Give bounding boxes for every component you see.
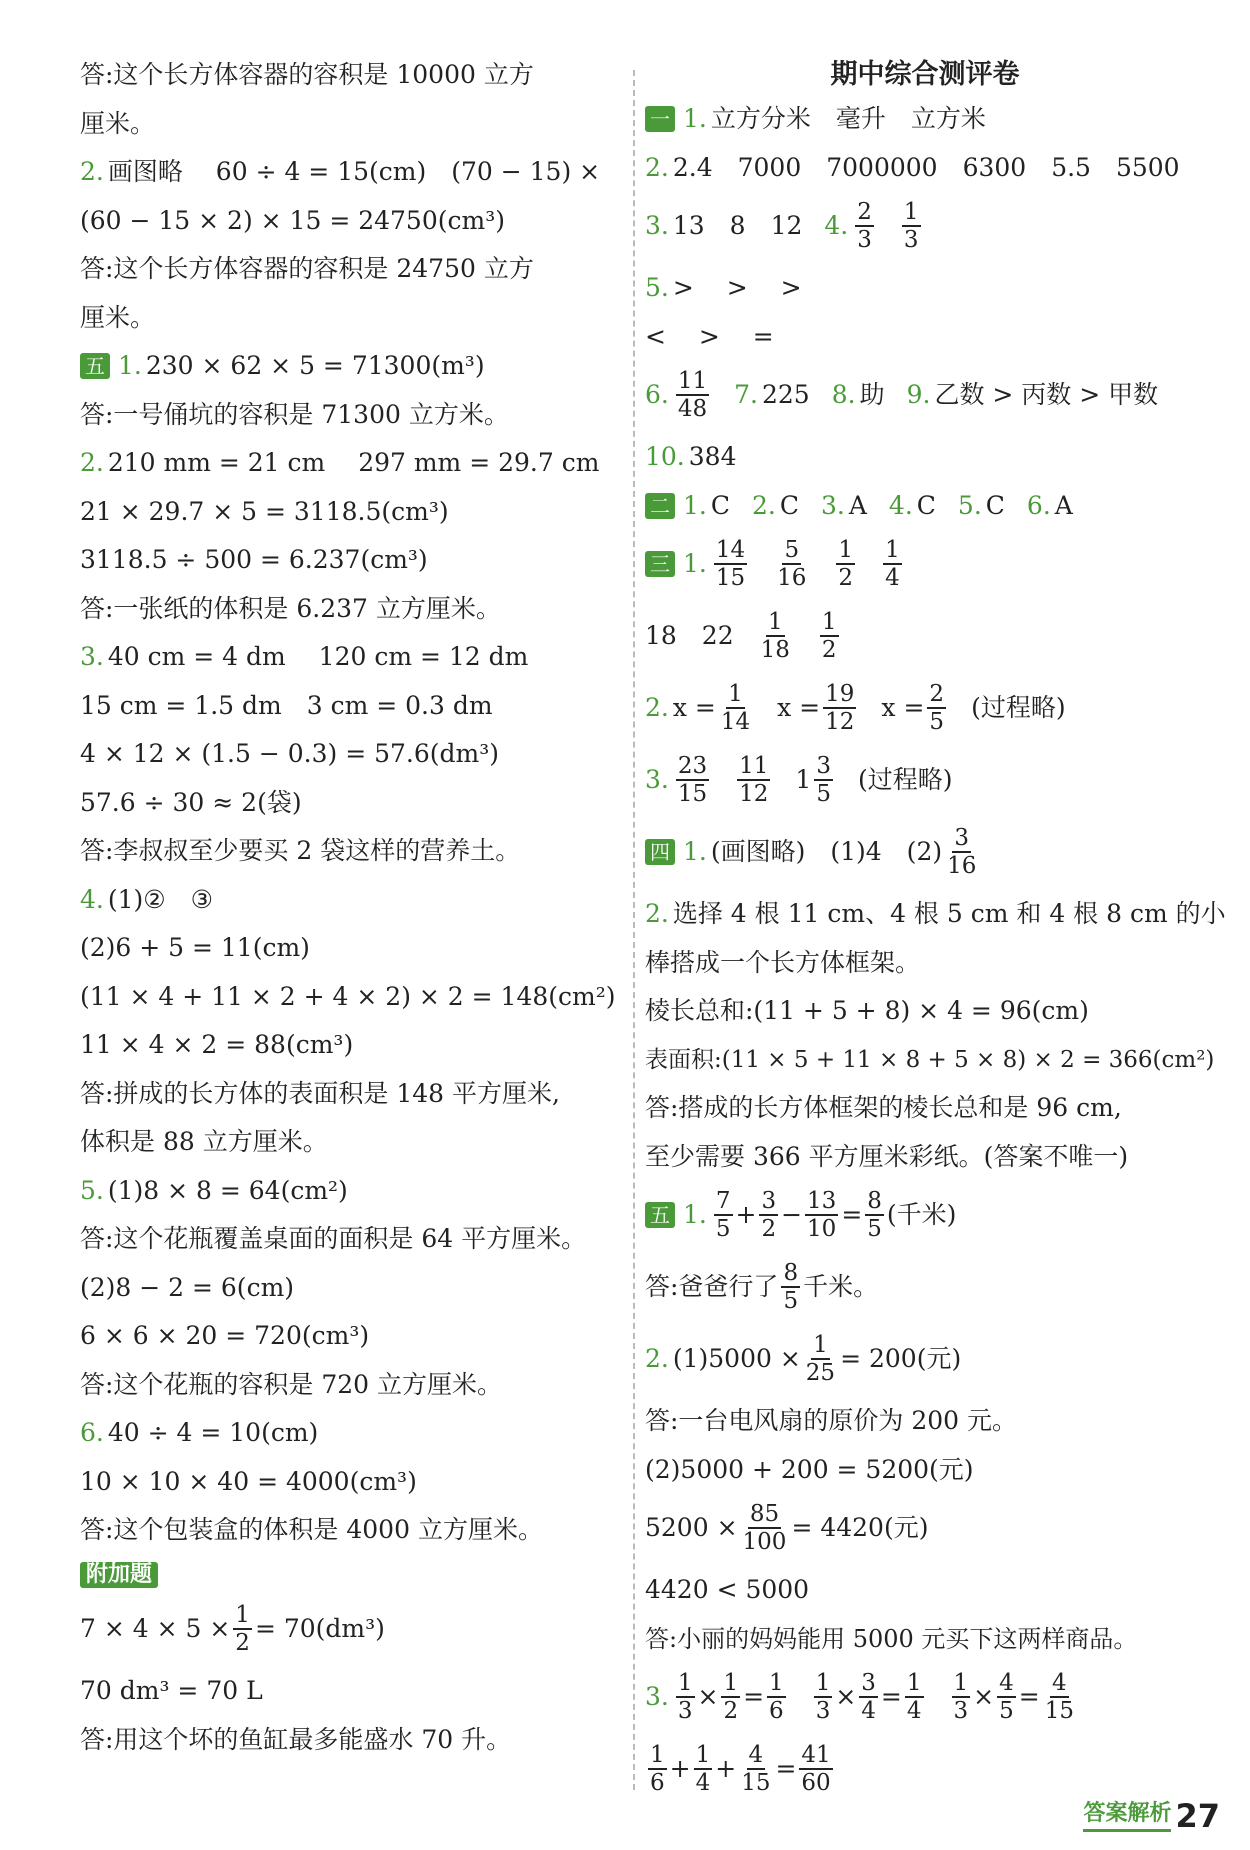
text-line: 3. $\frac{23}{15}$ $\frac{11}{12}$ 1 $\frac{3}{5}$ (过程略): [645, 753, 953, 807]
text-line: 厘米。: [80, 302, 156, 332]
text-line: 11 × 4 × 2 = 88(cm³): [80, 1030, 354, 1059]
text-line: 答:这个包装盒的体积是 4000 立方厘米。: [80, 1515, 543, 1544]
text-line: (2)6 + 5 = 11(cm): [80, 933, 310, 962]
text-line: 2. 2.4 7000 7000000 6300 5.5 5500: [645, 152, 1180, 182]
text-line: (11 × 4 + 11 × 2 + 4 × 2) × 2 = 148(cm²): [80, 981, 616, 1011]
left-column: [80, 58, 620, 1771]
fraction: $\frac{1}{3}$: [815, 1670, 831, 1724]
text-line: 答:这个花瓶覆盖桌面的面积是 64 平方厘米。: [80, 1224, 587, 1253]
text-line: 70 dm³ = 70 L: [80, 1676, 263, 1705]
fraction: $\frac{13}{10}$: [807, 1188, 837, 1242]
text-line: 答:这个花瓶的容积是 720 立方厘米。: [80, 1369, 503, 1399]
text-line: 三 1. $\frac{14}{15}$ $\frac{5}{16}$ $\frac{1}{2}$ $\frac{1}{4}$: [645, 537, 1205, 591]
section-badge: 二: [645, 493, 675, 519]
fraction: $\frac{23}{15}$: [677, 753, 708, 807]
text-line: (60 − 15 × 2) × 15 = 24750(cm³): [80, 205, 505, 235]
text-line: 57.6 ÷ 30 ≈ 2(袋): [80, 787, 302, 817]
section-badge: 三: [645, 551, 675, 577]
fraction: $\frac{7}{5}$: [715, 1188, 731, 1242]
text-line: 答:搭成的长方体框架的棱长总和是 96 cm,: [645, 1093, 1122, 1122]
text-line: 15 cm = 1.5 dm 3 cm = 0.3 dm: [80, 690, 493, 720]
fraction: $\frac{1}{3}$: [903, 199, 919, 253]
fraction: $\frac{3}{5}$: [816, 753, 831, 807]
fraction: $\frac{1}{4}$: [885, 537, 900, 591]
fraction: $\frac{19}{12}$: [825, 681, 855, 735]
section-badge: 四: [645, 839, 675, 865]
fraction: $\frac{2}{5}$: [929, 681, 945, 735]
text-line: 答:这个长方体容器的容积是 10000 立方: [80, 60, 534, 89]
fraction: $\frac{1}{14}$: [720, 681, 751, 735]
footer-label: 答案解析: [1083, 1796, 1171, 1832]
text-line: 答:一张纸的体积是 6.237 立方厘米。: [80, 593, 501, 623]
text-line: 答:小丽的妈妈能用 5000 元买下这两样商品。: [645, 1624, 1138, 1653]
text-line: 3. 40 cm = 4 dm 120 cm = 12 dm: [80, 642, 529, 671]
text-line: 2. x = $\frac{1}{14}$ x = $\frac{19}{12}$ x = $\frac{2}{5}$ (过程略): [645, 681, 1066, 735]
text-line: 10. 384: [645, 442, 737, 471]
text-line: < > =: [645, 321, 774, 351]
text-line: 3. $\frac{1}{3}$ × $\frac{1}{2}$ = $\frac{1}{6}$ $\frac{1}{3}$ × $\frac{3}{4}$ = $\frac{1}{4}$ $\frac{1}{3}$ × $\frac{4}{5}$ = $\frac{4}{15}$: [645, 1670, 1074, 1724]
page-footer: [1083, 1796, 1220, 1835]
fraction: $\frac{1}{4}$: [906, 1670, 922, 1724]
text-line: 6 × 6 × 20 = 720(cm³): [80, 1321, 370, 1350]
fraction: $\frac{85}{100}$: [742, 1501, 787, 1555]
text-line: 五 1. $\frac{7}{5}$ + $\frac{3}{2}$ − $\frac{13}{10}$ = $\frac{8}{5}$ (千米): [645, 1188, 1205, 1242]
text-line: 棱长总和:(11 + 5 + 8) × 4 = 96(cm): [645, 996, 1089, 1025]
fraction: $\frac{1}{3}$: [953, 1670, 969, 1724]
text-line: $\frac{1}{6}$ + $\frac{1}{4}$ + $\frac{4}{15}$ = $\frac{41}{60}$: [650, 1742, 831, 1796]
text-line: 2. 选择 4 根 11 cm、4 根 5 cm 和 4 根 8 cm 的小: [645, 899, 1226, 928]
page-title: 期中综合测评卷: [830, 59, 1020, 90]
fraction: $\frac{1}{6}$: [769, 1670, 784, 1724]
text-line: 厘米。: [80, 108, 156, 138]
text-line: 棒搭成一个长方体框架。: [645, 947, 921, 977]
fraction: $\frac{3}{2}$: [761, 1188, 777, 1242]
fraction: $\frac{3}{4}$: [861, 1670, 876, 1724]
section-badge: 五: [80, 353, 110, 379]
fraction: $\frac{1}{25}$: [805, 1332, 836, 1386]
text-line: 3. 13 8 12 4. $\frac{2}{3}$ $\frac{1}{3}$: [645, 199, 919, 253]
section-badge: 一: [645, 106, 675, 132]
fraction: $\frac{8}{5}$: [783, 1260, 799, 1314]
text-line: 答:用这个坏的鱼缸最多能盛水 70 升。: [80, 1724, 512, 1754]
fraction: $\frac{4}{15}$: [1044, 1670, 1074, 1724]
fraction: $\frac{8}{5}$: [867, 1188, 882, 1242]
fraction: $\frac{4}{15}$: [741, 1742, 771, 1796]
fraction: $\frac{14}{15}$: [715, 537, 746, 591]
fraction: $\frac{3}{16}$: [947, 825, 977, 879]
fraction: $\frac{41}{60}$: [801, 1742, 831, 1796]
text-line: 21 × 29.7 × 5 = 3118.5(cm³): [80, 496, 449, 526]
text-line: 4. (1)② ③: [80, 884, 214, 914]
fraction: $\frac{1}{4}$: [695, 1742, 711, 1796]
fraction: $\frac{11}{48}$: [677, 368, 708, 422]
fraction: $\frac{4}{5}$: [999, 1670, 1014, 1724]
text-line: 5200 × $\frac{85}{100}$ = 4420(元): [645, 1501, 929, 1555]
text-line: [80, 1562, 620, 1588]
fraction: $\frac{5}{16}$: [777, 537, 807, 591]
text-line: 18 22 $\frac{1}{18}$ $\frac{1}{2}$: [645, 609, 837, 663]
text-line: 2. 画图略 60 ÷ 4 = 15(cm) (70 − 15) ×: [80, 157, 601, 186]
fraction: $\frac{1}{2}$: [723, 1670, 739, 1724]
column-divider: [633, 70, 635, 1790]
text-line: 4420 < 5000: [645, 1575, 810, 1604]
extra-badge: 附加题: [80, 1562, 158, 1588]
text-line: 体积是 88 立方厘米。: [80, 1127, 328, 1156]
text-line: 7 × 4 × 5 × $\frac{1}{2}$ = 70(dm³): [80, 1602, 385, 1656]
text-line: 6. $\frac{11}{48}$ 7. 225 8. 助 9. 乙数 > 丙数 > 甲数: [645, 368, 1159, 422]
text-line: 答:李叔叔至少要买 2 袋这样的营养土。: [80, 836, 521, 865]
text-line: 表面积:(11 × 5 + 11 × 8 + 5 × 8) × 2 = 366(cm²): [645, 1046, 1215, 1073]
fraction: $\frac{2}{3}$: [857, 199, 872, 253]
text-line: 2. 210 mm = 21 cm 297 mm = 29.7 cm: [80, 448, 600, 477]
text-line: 答:一号俑坑的容积是 71300 立方米。: [80, 399, 509, 429]
text-line: 6. 40 ÷ 4 = 10(cm): [80, 1418, 319, 1447]
text-line: 答:爸爸行了 $\frac{8}{5}$ 千米。: [645, 1260, 879, 1314]
text-line: (2)8 − 2 = 6(cm): [80, 1272, 295, 1302]
text-line: 10 × 10 × 40 = 4000(cm³): [80, 1466, 417, 1496]
text-line: 2. (1)5000 × $\frac{1}{25}$ = 200(元): [645, 1332, 962, 1386]
fraction: $\frac{1}{3}$: [677, 1670, 693, 1724]
fraction: $\frac{1}{2}$: [235, 1602, 250, 1656]
text-line: 4 × 12 × (1.5 − 0.3) = 57.6(dm³): [80, 739, 500, 768]
fraction: $\frac{1}{6}$: [650, 1742, 665, 1796]
fraction: $\frac{1}{18}$: [760, 609, 790, 663]
text-line: 一 1. 立方分米 毫升 立方米: [645, 102, 1205, 136]
page-number: 27: [1175, 1797, 1220, 1835]
fraction: $\frac{1}{2}$: [821, 609, 837, 663]
text-line: 5. > > >: [645, 273, 802, 302]
text-line: 二 1. C 2. C 3. A 4. C 5. C 6. A: [645, 489, 1205, 523]
right-column: [645, 58, 1226, 1814]
text-line: 3118.5 ÷ 500 = 6.237(cm³): [80, 545, 428, 574]
fraction: $\frac{11}{12}$: [739, 753, 769, 807]
text-line: 答:这个长方体容器的容积是 24750 立方: [80, 254, 534, 283]
text-line: (2)5000 + 200 = 5200(元): [645, 1454, 974, 1484]
section-badge: 五: [645, 1202, 675, 1228]
text-line: 五 1. 230 × 62 × 5 = 71300(m³): [80, 349, 620, 383]
fraction: $\frac{1}{2}$: [838, 537, 854, 591]
text-line: 四 1. (画图略) (1)4 (2) $\frac{3}{16}$: [645, 825, 1205, 879]
text-line: 5. (1)8 × 8 = 64(cm²): [80, 1175, 348, 1205]
text-line: 答:一台电风扇的原价为 200 元。: [645, 1406, 1018, 1435]
text-line: 答:拼成的长方体的表面积是 148 平方厘米,: [80, 1078, 560, 1108]
text-line: 至少需要 366 平方厘米彩纸。(答案不唯一): [645, 1141, 1129, 1171]
